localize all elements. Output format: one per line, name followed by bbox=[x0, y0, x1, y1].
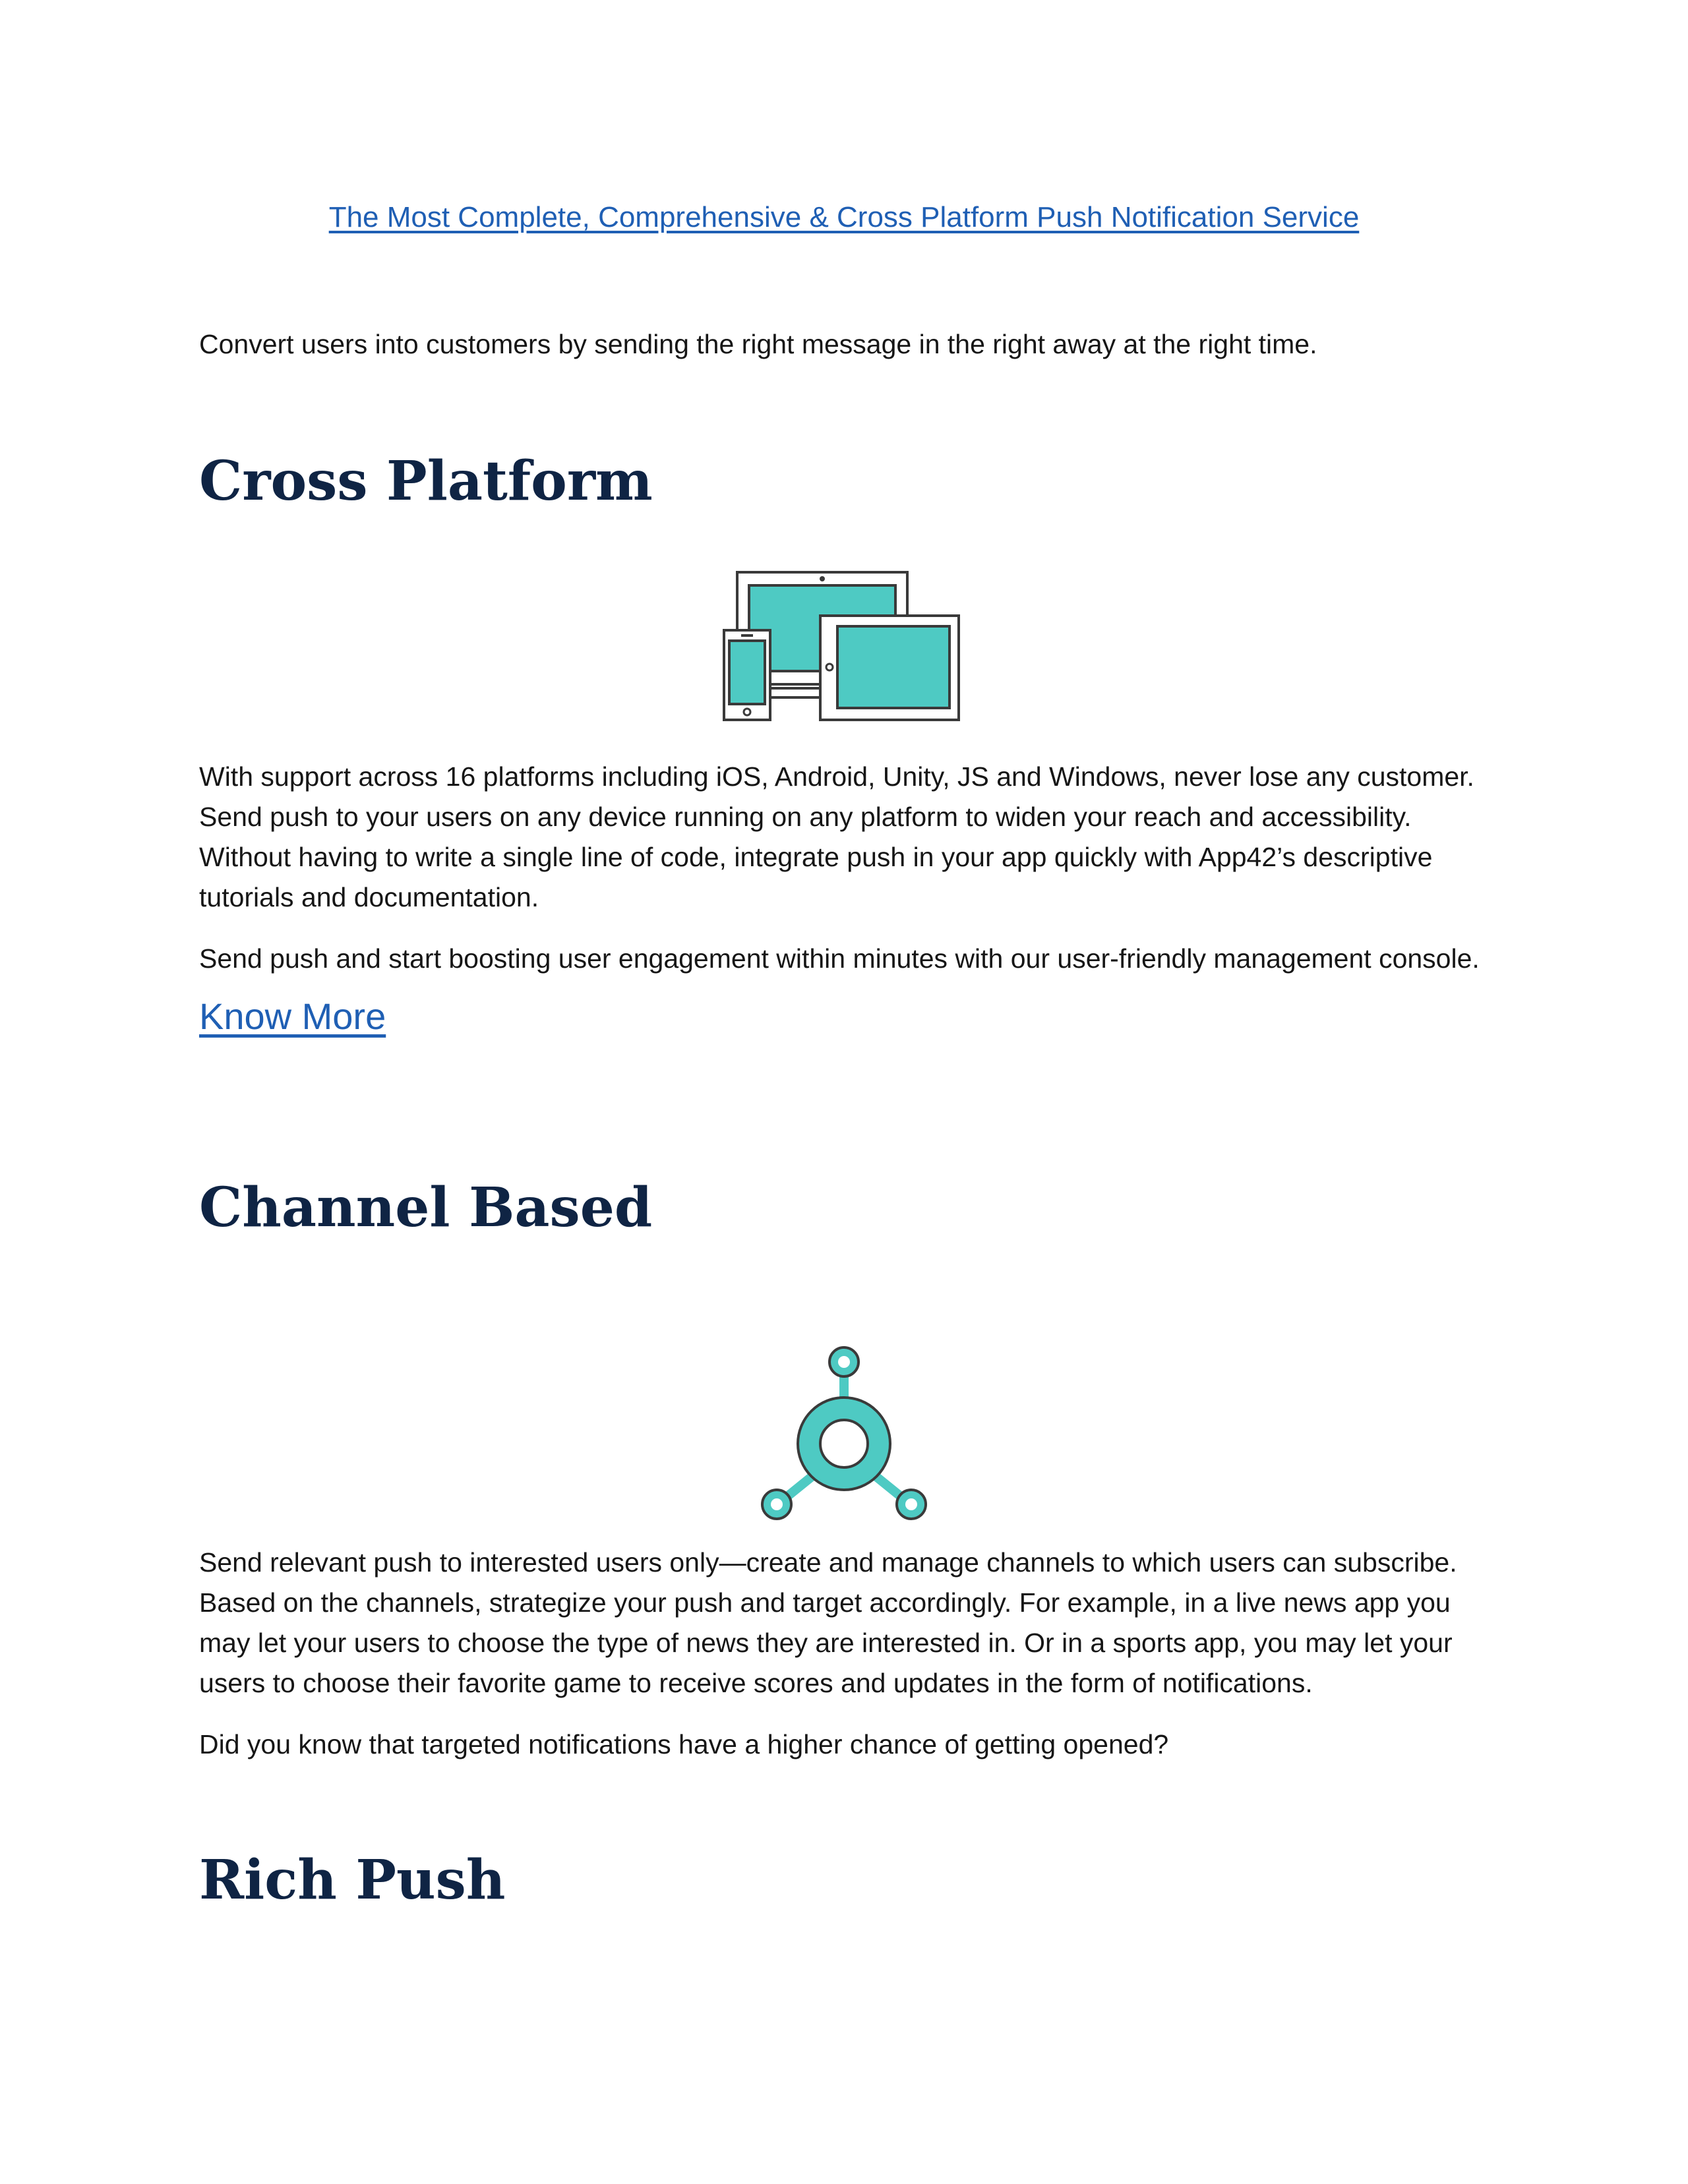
section-rich-push-heading-block bbox=[199, 1847, 1492, 1913]
paragraph: Send relevant push to interested users only—create and manage channels to which users can subscribe. Based on the channels, strategize your push and target accordingly. For example, in a live news app you may let your users to choose the type of news they are interested in. Or in a sports app, you may let your users to choose their favorite game to receive scores and updates in the form of notifications. bbox=[199, 1547, 1457, 1698]
section-heading-channel-based: Channel Based bbox=[199, 1176, 653, 1239]
channel-hub-icon bbox=[757, 1343, 931, 1528]
know-more-link[interactable]: Know More bbox=[199, 995, 386, 1037]
section-cross-platform-heading-block bbox=[199, 448, 1492, 514]
paragraph: Did you know that targeted notifications have a higher chance of getting opened? bbox=[199, 1729, 1169, 1759]
paragraph: With support across 16 platforms including iOS, Android, Unity, JS and Windows, never lose any customer. Send push to your users on any device running on any platform to widen your reach and accessibility. Without having to write a single line of code, integrate push in your app quickly with App42’s descriptive tutorials and documentation. bbox=[199, 761, 1474, 912]
section-heading-rich-push: Rich Push bbox=[199, 1848, 506, 1912]
page-title-link[interactable]: The Most Complete, Comprehensive & Cross Platform Push Notification Service bbox=[328, 201, 1360, 233]
intro-text: Convert users into customers by sending the right message in the right away at the right time. bbox=[199, 329, 1317, 359]
section-heading-cross-platform: Cross Platform bbox=[199, 450, 653, 513]
section-channel-based-body bbox=[199, 1543, 1492, 1765]
section-channel-based-heading-block bbox=[199, 1175, 1492, 1241]
multi-device-icon bbox=[721, 568, 961, 721]
paragraph: Send push and start boosting user engagement within minutes with our user-friendly management console. bbox=[199, 943, 1480, 974]
section-cross-platform-body bbox=[199, 757, 1492, 1040]
intro-block bbox=[199, 324, 1492, 365]
